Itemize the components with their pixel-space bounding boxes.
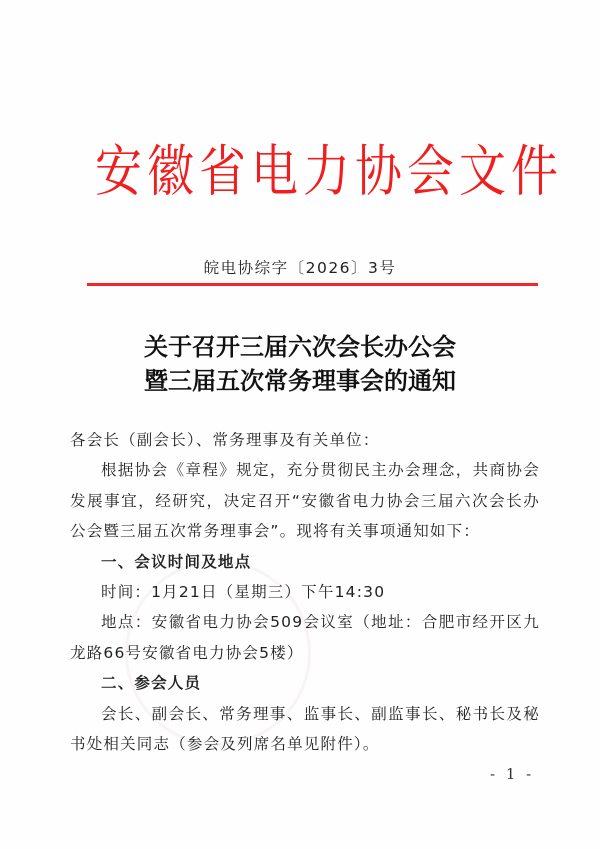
document-body	[70, 425, 540, 759]
notice-title	[0, 330, 600, 398]
red-divider-line	[87, 283, 538, 286]
document-number: 皖电协综字〔2026〕3号	[203, 259, 397, 277]
section-1-location: 地点：安徽省电力协会509会议室（地址：合肥市经开区九龙路66号安徽省电力协会5楼）	[70, 613, 540, 662]
notice-title-line-1: 关于召开三届六次会长办公会	[144, 332, 456, 361]
section-2-body: 会长、副会长、常务理事、监事长、副监事长、秘书长及秘书处相关同志（参会及列席名单见附件）。	[70, 704, 540, 754]
document-header-title: 安徽省电力协会文件	[95, 139, 563, 205]
salutation: 各会长（副会长）、常务理事及有关单位：	[70, 431, 380, 449]
section-1-heading: 一、会议时间及地点	[101, 552, 252, 571]
section-2-heading: 二、参会人员	[101, 674, 202, 693]
notice-title-line-2: 暨三届五次常务理事会的通知	[144, 366, 456, 395]
intro-paragraph: 根据协会《章程》规定，充分贯彻民主办会理念，共商协会发展事宜，经研究，决定召开“安徽省电力协会三届六次会长办公会暨三届五次常务理事会”。现将有关事项通知如下：	[70, 461, 540, 541]
page-number: - 1 -	[490, 765, 535, 783]
section-1-time: 时间：1月21日（星期三）下午14:30	[101, 583, 386, 602]
